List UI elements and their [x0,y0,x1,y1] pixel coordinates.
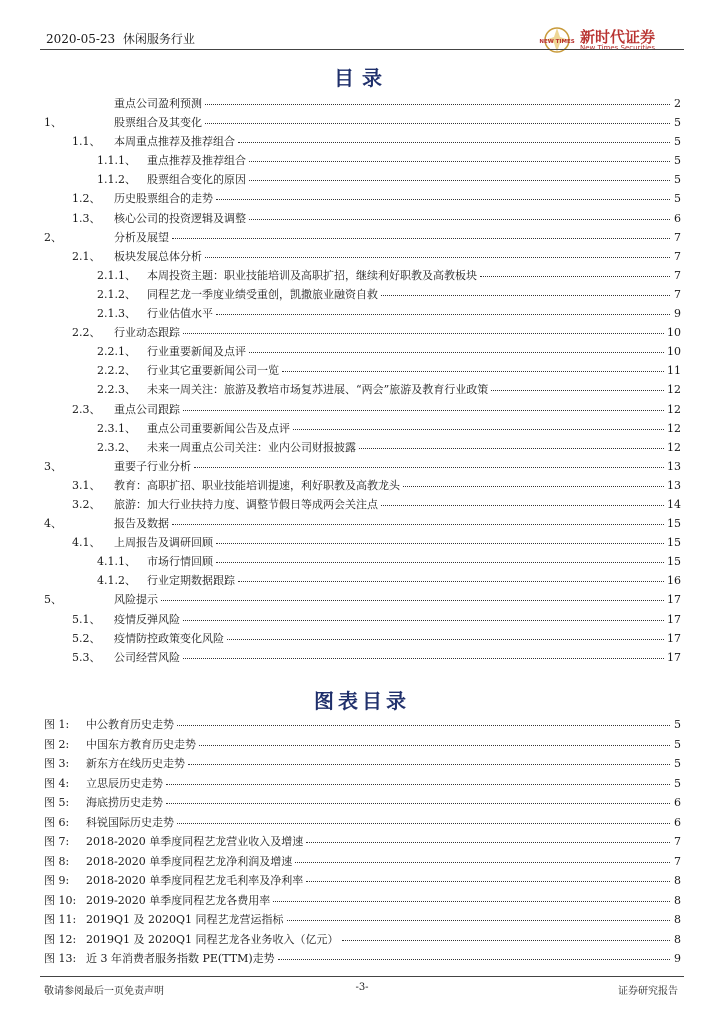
dot-leader [359,447,664,449]
figures-entry[interactable] [44,853,681,873]
toc-entry-page: 5 [674,173,681,187]
dot-leader [205,103,670,105]
toc-entry-number: 1.1.1、 [97,154,136,168]
dot-leader [161,599,664,601]
toc-entry-page: 10 [667,345,681,359]
toc-entry-number: 3、 [44,459,62,473]
toc-entry-number: 3.1、 [72,478,101,492]
toc-entry-page: 5 [674,154,681,168]
toc-entry-number: 3.2、 [72,497,101,511]
dot-leader [166,802,670,804]
figures-entry[interactable] [44,794,681,814]
toc-entry-page: 6 [674,211,681,225]
toc-entry-number: 4.1.2、 [97,574,136,588]
figures-entry-page: 5 [674,776,681,790]
dot-leader [199,744,670,746]
toc-entry-page: 12 [667,402,681,416]
toc-entry-label: 旅游：加大行业扶持力度、调整节假日等成两会关注点 [114,497,378,511]
dot-leader [342,939,670,941]
header-date-industry: 2020-05-23 休闲服务行业 [46,32,195,46]
toc-entry-number: 1.2、 [72,192,101,206]
toc-entry[interactable] [44,630,681,649]
dot-leader [227,638,664,640]
toc-entry[interactable] [44,324,681,343]
toc-entry-page: 10 [667,326,681,340]
dot-leader [381,504,664,506]
logo-name: 新时代证券 [580,28,656,46]
figures-entry-page: 5 [674,757,681,770]
toc-entry-page: 11 [667,364,681,378]
toc-entry-label: 股票组合及其变化 [114,116,202,130]
toc-entry-page: 12 [667,421,681,435]
figures-entry-page: 9 [674,952,681,965]
toc-entry-page: 16 [667,574,681,588]
figures-entry-label: 中公教育历史走势 [86,718,174,731]
toc-entry-page: 7 [674,287,681,301]
dot-leader [183,409,664,411]
toc-entry-label: 上周报告及调研回顾 [114,536,213,550]
toc-entry-label: 公司经营风险 [114,650,180,664]
dot-leader [205,256,670,258]
toc-entry-page: 12 [667,383,681,397]
toc-entry-label: 未来一周重点公司关注：业内公司财报披露 [147,440,356,454]
dot-leader [403,485,664,487]
toc-entry-number: 2.3.1、 [97,421,136,435]
toc-entry[interactable] [44,591,681,610]
toc-entry[interactable] [44,95,681,114]
toc-entry-number: 1.1.2、 [97,173,136,187]
figures-entry-number: 图 10: [44,893,77,907]
dot-leader [194,466,664,468]
figures-entry-number: 图 13: [44,952,77,965]
figures-entry-number: 图 3: [44,757,70,770]
figures-entry-number: 图 8: [44,854,70,868]
dot-leader [249,218,670,220]
toc-entry[interactable] [44,515,681,534]
toc-entry-label: 行业动态跟踪 [114,326,180,340]
figures-entry[interactable] [44,755,681,775]
footer-rule [40,976,684,977]
dot-leader [172,523,664,525]
toc-entry[interactable] [44,401,681,420]
dot-leader [282,370,664,372]
toc-entry[interactable] [44,381,681,400]
figures-entry-label: 近 3 年消费者服务指数 PE(TTM)走势 [86,952,275,965]
dot-leader [238,141,670,143]
figures-entry[interactable] [44,833,681,853]
figures-entry-label: 中国东方教育历史走势 [86,737,196,751]
figures-entry-label: 新东方在线历史走势 [86,757,185,770]
dot-leader [306,841,670,843]
dot-leader [216,198,670,200]
figures-entry-number: 图 9: [44,874,70,887]
toc-entry-page: 12 [667,440,681,454]
toc-entry-label: 本周重点推荐及推荐组合 [114,135,235,149]
toc-entry-label: 重要子行业分析 [114,459,191,473]
dot-leader [295,861,670,863]
figures-entry-number: 图 5: [44,796,70,809]
toc-entry[interactable] [44,286,681,305]
toc-entry-number: 2.1、 [72,249,101,263]
toc-entry-number: 1.1、 [72,135,101,149]
dot-leader [381,294,670,296]
list-of-figures [44,716,681,970]
toc-entry-number: 4.1.1、 [97,555,136,569]
toc-entry-number: 5、 [44,593,62,607]
toc-entry-number: 2.2.3、 [97,383,136,397]
toc-entry-label: 未来一周关注：旅游及教培市场复苏进展、“两会”旅游及教育行业政策 [147,383,489,397]
svg-text:NEW TIMES: NEW TIMES [539,39,575,45]
toc-entry[interactable] [44,267,681,286]
page-footer [40,976,684,1006]
toc-entry-page: 5 [674,116,681,130]
toc-entry-label: 同程艺龙一季度业绩受重创，凯撒旅业融资自救 [147,287,378,301]
figures-entry-page: 8 [674,932,681,946]
toc-entry-page: 7 [674,230,681,244]
figures-entry-label: 2019-2020 单季度同程艺龙各费用率 [86,893,271,907]
toc-entry-label: 历史股票组合的走势 [114,192,213,206]
toc-entry-label: 重点公司盈利预测 [114,97,202,110]
toc-entry-label: 疫情反弹风险 [114,612,180,626]
dot-leader [249,160,670,162]
toc-entry-label: 核心公司的投资逻辑及调整 [114,211,246,225]
toc-entry-number: 1.3、 [72,211,101,225]
page-number: -3- [355,982,369,993]
figures-entry[interactable] [44,814,681,834]
figures-entry[interactable] [44,775,681,795]
toc-entry-number: 2.1.3、 [97,307,136,321]
dot-leader [205,122,670,124]
dot-leader [287,919,670,921]
toc-entry-number: 2、 [44,230,62,244]
figures-entry-number: 图 12: [44,932,77,946]
figures-entry-number: 图 1: [44,718,70,731]
toc-entry[interactable] [44,649,681,668]
toc-entry-number: 4、 [44,517,62,531]
toc-entry-label: 行业重要新闻及点评 [147,345,246,359]
dot-leader [238,580,664,582]
dot-leader [188,763,670,765]
figures-entry-label: 立思辰历史走势 [86,776,163,790]
dot-leader [293,428,664,430]
figures-entry-page: 5 [674,737,681,751]
figures-entry-page: 7 [674,835,681,848]
dot-leader [273,900,670,902]
toc-entry-label: 股票组合变化的原因 [147,173,246,187]
dot-leader [249,179,670,181]
header-rule [40,49,684,50]
toc-entry-number: 2.1.2、 [97,287,136,301]
figures-entry-page: 8 [674,913,681,926]
figures-entry-number: 图 6: [44,815,70,829]
toc-entry[interactable] [44,611,681,630]
figures-entry-label: 2019Q1 及 2020Q1 同程艺龙各业务收入（亿元） [86,932,339,946]
dot-leader [183,657,664,659]
toc-entry-label: 重点推荐及推荐组合 [147,154,246,168]
toc-entry-page: 17 [667,593,681,607]
toc-entry-number: 5.3、 [72,650,101,664]
toc-entry[interactable] [44,343,681,362]
toc-entry[interactable] [44,534,681,553]
figures-entry[interactable] [44,931,681,951]
toc-entry-page: 13 [667,478,681,492]
toc-entry[interactable] [44,229,681,248]
dot-leader [177,724,670,726]
toc-entry-number: 5.2、 [72,631,101,645]
figures-entry-label: 2018-2020 单季度同程艺龙净利润及增速 [86,854,293,868]
figures-entry-page: 5 [674,718,681,731]
toc-entry[interactable] [44,439,681,458]
dot-leader [177,822,670,824]
dot-leader [166,783,670,785]
toc-entry-label: 市场行情回顾 [147,555,213,569]
toc-entry[interactable] [44,572,681,591]
toc-entry-label: 重点公司跟踪 [114,402,180,416]
toc-entry-number: 5.1、 [72,612,101,626]
toc-title: 目录 [334,66,390,90]
dot-leader [172,237,670,239]
dot-leader [183,619,664,621]
figures-entry-page: 7 [674,854,681,868]
toc-entry-page: 13 [667,459,681,473]
table-of-contents [44,95,681,668]
toc-entry-page: 9 [674,307,681,321]
figures-entry-label: 2019Q1 及 2020Q1 同程艺龙营运指标 [86,913,284,926]
figures-entry-number: 图 4: [44,776,70,790]
toc-entry-label: 风险提示 [114,593,158,607]
toc-entry[interactable] [44,420,681,439]
toc-entry[interactable] [44,171,681,190]
figures-entry-label: 2018-2020 单季度同程艺龙毛利率及净利率 [86,874,304,887]
toc-entry[interactable] [44,133,681,152]
toc-entry-label: 教育：高职扩招、职业技能培训提速，利好职教及高教龙头 [114,478,400,492]
toc-entry[interactable] [44,190,681,209]
toc-entry-page: 17 [667,650,681,664]
toc-entry-number: 1、 [44,116,62,130]
toc-entry-label: 本周投资主题：职业技能培训及高职扩招，继续利好职教及高教板块 [147,268,477,282]
toc-entry-number: 2.3.2、 [97,440,136,454]
figures-entry[interactable] [44,872,681,892]
toc-entry[interactable] [44,210,681,229]
figures-entry[interactable] [44,716,681,736]
toc-entry-page: 17 [667,631,681,645]
dot-leader [216,542,664,544]
toc-entry-number: 2.2.1、 [97,345,136,359]
toc-entry-label: 行业定期数据跟踪 [147,574,235,588]
toc-entry-page: 17 [667,612,681,626]
figures-entry-number: 图 7: [44,835,70,848]
toc-entry-number: 2.2、 [72,326,101,340]
figures-entry[interactable] [44,892,681,912]
dot-leader [249,351,664,353]
toc-entry[interactable] [44,477,681,496]
dot-leader [480,275,670,277]
figures-entry-label: 科锐国际历史走势 [86,815,174,829]
toc-entry-label: 分析及展望 [114,230,169,244]
dot-leader [278,958,670,960]
figures-entry-page: 8 [674,874,681,887]
dot-leader [216,313,670,315]
page-header [40,24,684,50]
figures-entry-page: 8 [674,893,681,907]
toc-entry[interactable] [44,362,681,381]
toc-entry[interactable] [44,152,681,171]
toc-entry-page: 5 [674,135,681,149]
figures-entry-page: 6 [674,796,681,809]
toc-entry-page: 15 [667,517,681,531]
toc-entry[interactable] [44,458,681,477]
figures-entry[interactable] [44,911,681,931]
figures-entry-number: 图 2: [44,737,70,751]
toc-entry-page: 5 [674,192,681,206]
toc-entry-label: 行业其它重要新闻公司一览 [147,364,279,378]
footer-doc-type: 证券研究报告 [618,986,678,997]
toc-entry-number: 2.2.2、 [97,364,136,378]
toc-entry-label: 行业估值水平 [147,307,213,321]
toc-entry-number: 4.1、 [72,536,101,550]
brand-logo [534,26,684,56]
toc-entry-page: 7 [674,268,681,282]
toc-entry[interactable] [44,553,681,572]
dot-leader [491,389,664,391]
toc-entry-page: 15 [667,555,681,569]
toc-entry-label: 疫情防控政策变化风险 [114,631,224,645]
toc-entry-number: 2.1.1、 [97,268,136,282]
footer-disclaimer: 敬请参阅最后一页免责声明 [44,986,164,997]
toc-entry-page: 14 [667,497,681,511]
toc-entry-number: 2.3、 [72,402,101,416]
dot-leader [306,880,670,882]
toc-entry-label: 板块发展总体分析 [114,249,202,263]
toc-entry[interactable] [44,305,681,324]
toc-entry[interactable] [44,114,681,133]
toc-entry-page: 7 [674,249,681,263]
dot-leader [183,332,664,334]
figures-entry-label: 海底捞历史走势 [86,796,163,809]
toc-entry-page: 15 [667,536,681,550]
logo-subtitle: New Times Securities [580,44,655,52]
figures-entry[interactable] [44,736,681,756]
dot-leader [216,561,664,563]
figures-entry[interactable] [44,950,681,970]
figures-title: 图表目录 [314,689,410,713]
toc-entry[interactable] [44,496,681,515]
figures-entry-number: 图 11: [44,913,77,926]
toc-entry-label: 重点公司重要新闻公告及点评 [147,421,290,435]
figures-entry-page: 6 [674,815,681,829]
figures-entry-label: 2018-2020 单季度同程艺龙营业收入及增速 [86,835,304,848]
toc-entry[interactable] [44,248,681,267]
toc-entry-page: 2 [674,97,681,110]
toc-entry-label: 报告及数据 [114,517,169,531]
